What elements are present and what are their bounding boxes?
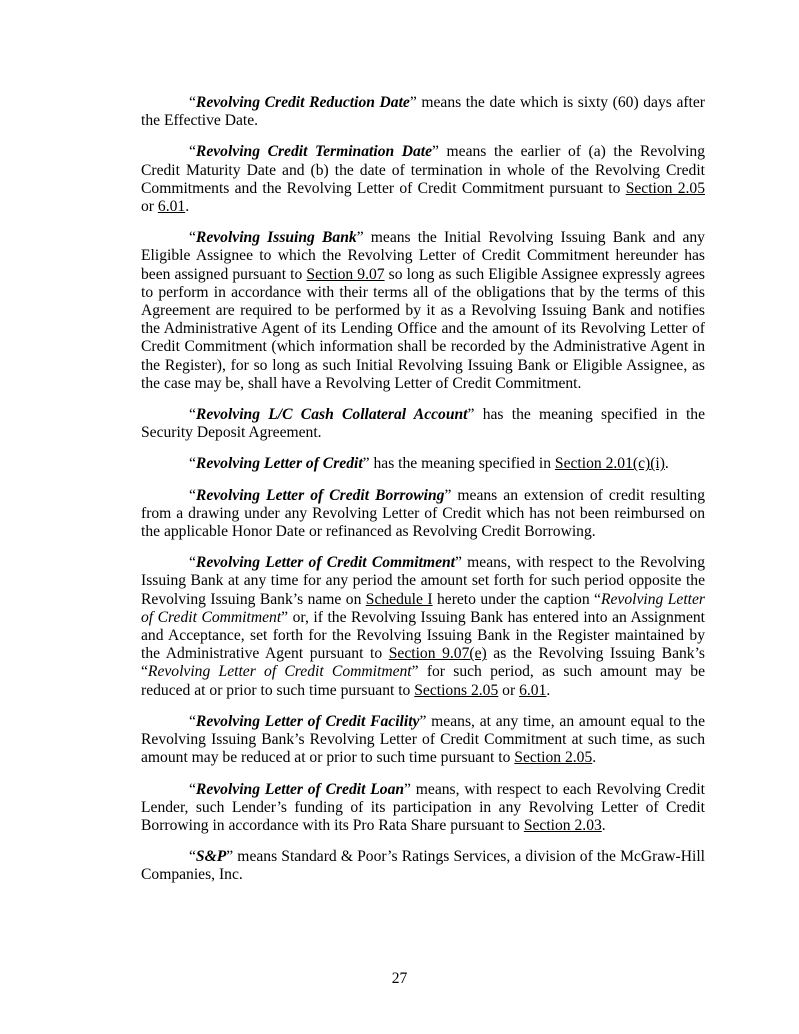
definition-text: . [664,455,669,473]
definition-text: means the date which is sixty (60) days after the Effective Date. [141,94,705,130]
close-quote: ” [404,780,411,798]
defined-term: Revolving Letter of Credit [195,455,363,473]
open-quote: “ [189,455,196,473]
definition-text: . [601,816,606,834]
definition-paragraph [141,848,705,884]
definition-text: or [141,198,158,216]
defined-term: Revolving L/C Cash Collateral Account [195,406,468,424]
close-quote: ” [444,486,452,504]
defined-term: Revolving Letter of Credit Facility [195,712,420,730]
caption-text: Revolving Letter of Credit Commitment [141,590,705,626]
definition-paragraph [141,781,705,836]
defined-term: Revolving Letter of Credit Loan [195,780,405,798]
open-quote: “ [189,486,196,504]
open-quote: “ [189,143,196,161]
close-quote: ” [455,554,462,572]
section-reference: Section 2.01(c)(i) [554,455,665,473]
close-quote: ” [467,406,475,424]
open-quote: “ [189,406,196,424]
open-quote: “ [189,848,196,866]
section-reference: Section 2.05 [625,179,705,197]
section-reference: Schedule I [365,590,433,608]
definition-text: hereto under the caption “ [432,590,601,608]
definition-text: means an extension of credit resulting from a drawing under any Revolving Letter of Credit which has not been reimbursed on the applicable Honor Date or refinanced as Revolving Credit Borrowing. [141,486,705,541]
definition-paragraph [141,94,705,130]
definition-text: means, with respect to each Revolving Credit Lender, such Lender’s funding of its participation in any Revolving Letter of Credit Borrowing in accordance with its Pro Rata Share pursuant to [141,780,705,834]
defined-term: S&P [195,848,227,866]
section-reference: Section 9.07(e) [388,645,487,663]
definition-text: ” or, if the Revolving Issuing Bank has entered into an Assignment and Acceptance, set forth for the Revolving Issuing Bank in the Register maintained by the Administrative Agent pursuant to [141,608,705,663]
close-quote: ” [409,94,417,111]
definition-text: or [498,681,520,699]
defined-term: Revolving Credit Termination Date [195,143,433,161]
definition-text: . [185,198,190,216]
close-quote: ” [362,455,370,473]
open-quote: “ [189,229,196,247]
definition-text: means the earlier of (a) the Revolving Credit Maturity Date and (b) the date of termination in whole of the Revolving Credit Commitments and the Revolving Letter of Credit Commitment pursuant to [141,143,705,197]
close-quote: ” [226,848,234,866]
open-quote: “ [189,554,196,572]
section-reference: Section 9.07 [306,265,385,283]
definition-text: means the Initial Revolving Issuing Bank and any Eligible Assignee to which the Revolving Letter of Credit Commitment hereunder has been assigned pursuant to [141,229,705,283]
definition-paragraph [141,229,705,393]
open-quote: “ [189,94,196,111]
definition-text: . [546,681,551,699]
definition-paragraph [141,554,705,700]
caption-text: Revolving Letter of Credit Commitment [147,663,412,681]
definition-text: so long as such Eligible Assignee expressly agrees to perform in accordance with their terms all of the obligations that by the terms of this Agreement are required to be performed by it as a Revolving Issuing Bank and notifies the Administrative Agent of its Lending Office and the amount of its Revolving Letter of Credit Commitment (which information shall be recorded by the Administrative Agent in the Register), for so long as such Initial Revolving Issuing Bank or Eligible Assignee, as the case may be, shall have a Revolving Letter of Credit Commitment. [141,265,705,392]
page-number: 27 [391,970,408,987]
open-quote: “ [189,712,196,730]
definition-paragraph [141,455,705,473]
defined-term: Revolving Letter of Credit Commitment [195,554,456,572]
section-reference: Sections 2.05 [414,681,499,699]
section-reference: 6.01 [519,681,547,699]
open-quote: “ [189,780,196,798]
close-quote: ” [356,229,364,247]
definition-text: means, with respect to the Revolving Issuing Bank at any time for any period the amount set forth for such period opposite the Revolving Issuing Bank’s name on [141,554,706,608]
defined-term: Revolving Letter of Credit Borrowing [195,486,445,504]
definition-paragraph [141,143,705,216]
definition-text: . [592,749,597,767]
definition-text: has the meaning specified in the Security Deposit Agreement. [141,406,705,442]
definition-text: as the Revolving Issuing Bank’s “ [141,645,705,681]
section-reference: Section 2.05 [514,749,593,767]
definition-text: means Standard & Poor’s Ratings Services, a division of the McGraw-Hill Companies, Inc. [141,848,705,884]
section-reference: Section 2.03 [523,816,602,834]
definition-text: ” for such period, as such amount may be reduced at or prior to such time pursuant to [141,663,705,699]
document-body [141,94,705,898]
definition-paragraph [141,713,705,768]
defined-term: Revolving Issuing Bank [195,229,357,247]
close-quote: ” [419,712,427,730]
close-quote: ” [432,143,439,161]
defined-term: Revolving Credit Reduction Date [195,94,410,111]
definition-text: means, at any time, an amount equal to the Revolving Issuing Bank’s Revolving Letter of Credit Commitment at such time, as such amount may be reduced at or prior to such time pursuant to [141,712,705,767]
definition-paragraph [141,487,705,542]
definition-text: has the meaning specified in [369,455,555,473]
definition-paragraph [141,406,705,442]
section-reference: 6.01 [157,198,186,216]
